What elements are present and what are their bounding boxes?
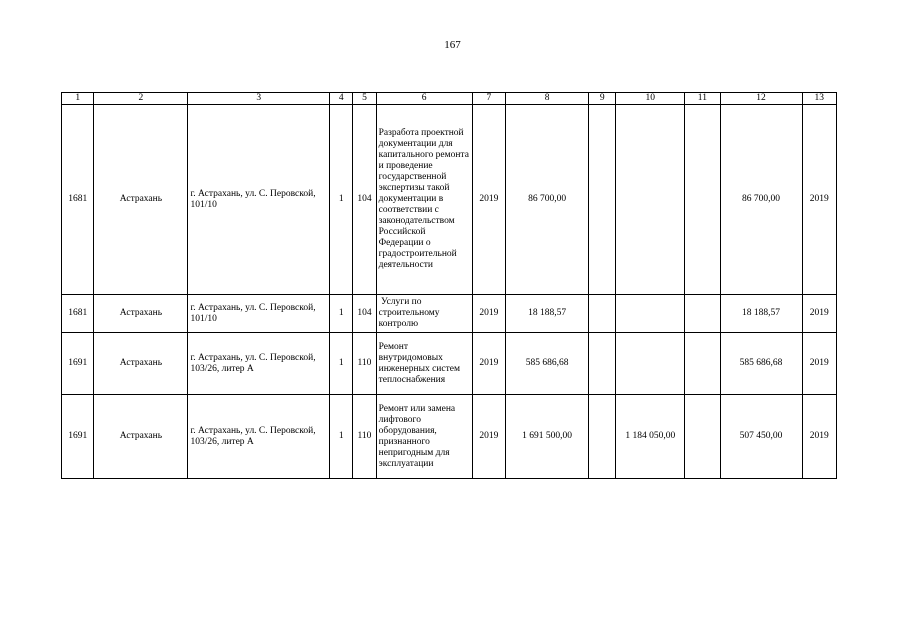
cell-col13: 2019 — [802, 105, 836, 295]
column-header: 8 — [506, 93, 589, 105]
cell-total-cost: 86 700,00 — [506, 105, 589, 295]
column-header: 12 — [720, 93, 802, 105]
column-header: 9 — [589, 93, 616, 105]
table-row — [62, 333, 837, 395]
column-header: 5 — [353, 93, 376, 105]
cell-col13: 2019 — [802, 395, 836, 479]
cell-address: г. Астрахань, ул. С. Перовской, 101/10 — [188, 295, 330, 333]
cell-col10 — [616, 105, 685, 295]
column-header: 7 — [472, 93, 505, 105]
cell-city: Астрахань — [94, 333, 188, 395]
cell-city: Астрахань — [94, 105, 188, 295]
cell-row-number: 1691 — [62, 333, 94, 395]
column-header: 6 — [376, 93, 472, 105]
cell-col9 — [589, 395, 616, 479]
cell-col4: 1 — [330, 295, 353, 333]
cell-col5: 110 — [353, 395, 376, 479]
cell-col4: 1 — [330, 105, 353, 295]
cell-address: г. Астрахань, ул. С. Перовской, 103/26, литер А — [188, 395, 330, 479]
column-header: 10 — [616, 93, 685, 105]
column-header: 4 — [330, 93, 353, 105]
cell-col4: 1 — [330, 395, 353, 479]
column-header: 13 — [802, 93, 836, 105]
register-table — [61, 92, 837, 479]
column-header: 11 — [685, 93, 720, 105]
cell-year: 2019 — [472, 333, 505, 395]
column-header: 3 — [188, 93, 330, 105]
cell-col12: 86 700,00 — [720, 105, 802, 295]
cell-address: г. Астрахань, ул. С. Перовской, 103/26, литер А — [188, 333, 330, 395]
cell-col9 — [589, 333, 616, 395]
cell-col13: 2019 — [802, 295, 836, 333]
cell-row-number: 1681 — [62, 295, 94, 333]
cell-year: 2019 — [472, 395, 505, 479]
cell-total-cost: 585 686,68 — [506, 333, 589, 395]
cell-total-cost: 1 691 500,00 — [506, 395, 589, 479]
cell-col13: 2019 — [802, 333, 836, 395]
cell-col11 — [685, 105, 720, 295]
cell-col5: 104 — [353, 105, 376, 295]
cell-row-number: 1691 — [62, 395, 94, 479]
cell-work-type: Ремонт внутридомовых инженерных систем теплоснабжения — [376, 333, 472, 395]
cell-year: 2019 — [472, 105, 505, 295]
header-row — [62, 93, 837, 105]
cell-city: Астрахань — [94, 295, 188, 333]
cell-city: Астрахань — [94, 395, 188, 479]
table-row — [62, 295, 837, 333]
cell-col12: 18 188,57 — [720, 295, 802, 333]
cell-col12: 585 686,68 — [720, 333, 802, 395]
column-header: 2 — [94, 93, 188, 105]
cell-col11 — [685, 295, 720, 333]
cell-col10: 1 184 050,00 — [616, 395, 685, 479]
cell-col12: 507 450,00 — [720, 395, 802, 479]
cell-address: г. Астрахань, ул. С. Перовской, 101/10 — [188, 105, 330, 295]
cell-col9 — [589, 105, 616, 295]
column-header: 1 — [62, 93, 94, 105]
cell-work-type: Разработа проектной документации для капитального ремонта и проведение государственной экспертизы такой документации в соответствии с законодательством Российской Федерации о градостроительной деятельности — [376, 105, 472, 295]
cell-year: 2019 — [472, 295, 505, 333]
cell-col11 — [685, 395, 720, 479]
cell-row-number: 1681 — [62, 105, 94, 295]
cell-total-cost: 18 188,57 — [506, 295, 589, 333]
cell-col10 — [616, 333, 685, 395]
cell-col4: 1 — [330, 333, 353, 395]
cell-col10 — [616, 295, 685, 333]
table-row — [62, 395, 837, 479]
cell-col5: 110 — [353, 333, 376, 395]
table-row — [62, 105, 837, 295]
cell-work-type: Ремонт или замена лифтового оборудования, признанного непригодным для эксплуатации — [376, 395, 472, 479]
cell-col11 — [685, 333, 720, 395]
page-number: 167 — [444, 39, 461, 51]
cell-col5: 104 — [353, 295, 376, 333]
cell-col9 — [589, 295, 616, 333]
cell-work-type: Услуги по строительному контролю — [376, 295, 472, 333]
